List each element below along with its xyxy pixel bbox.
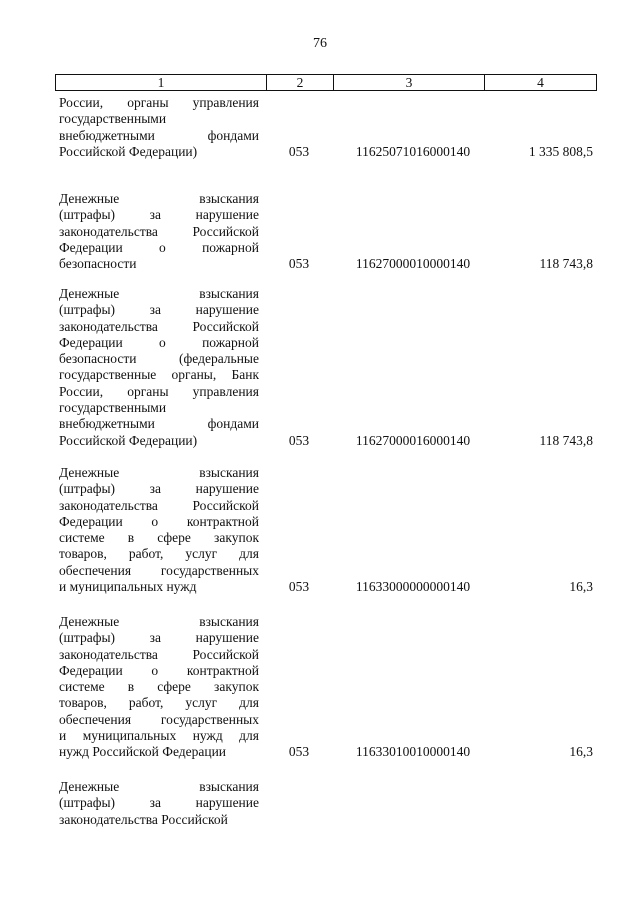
row-code: 053	[288, 744, 310, 760]
row-description	[59, 779, 259, 828]
description-line: Российской Федерации)	[59, 143, 198, 159]
description-line: Денежные взыскания	[59, 286, 259, 301]
row-description	[59, 465, 259, 595]
description-line: и муниципальных нужд для	[59, 728, 259, 744]
row-code: 053	[288, 579, 310, 595]
row-code: 053	[288, 143, 310, 159]
header-col-1: 1	[56, 75, 267, 90]
description-line: законодательства Российской	[59, 646, 259, 662]
description-line: нужд Российской Федерации	[59, 744, 227, 760]
description-line: государственные органы, Банк	[59, 367, 259, 383]
row-description	[59, 191, 259, 272]
description-line: внебюджетными фондами	[59, 416, 259, 432]
description-line: России, органы управления	[59, 95, 259, 110]
row-kbk: 11633000000000140	[355, 579, 471, 595]
description-line: Денежные взыскания	[59, 779, 259, 794]
description-line: государственными	[59, 111, 167, 127]
description-line: (штрафы) за нарушение	[59, 207, 259, 223]
description-line: России, органы управления	[59, 383, 259, 399]
row-amount: 1 335 808,5	[528, 143, 593, 159]
description-line: (штрафы) за нарушение	[59, 795, 259, 811]
row-kbk: 11627000016000140	[355, 432, 471, 448]
row-amount: 118 743,8	[539, 256, 593, 272]
row-code: 053	[288, 432, 310, 448]
description-line: безопасности (федеральные	[59, 351, 259, 367]
header-col-3: 3	[334, 75, 485, 90]
row-kbk: 11627000010000140	[355, 256, 471, 272]
row-kbk: 11625071016000140	[355, 143, 471, 159]
description-line: Федерации о контрактной	[59, 662, 259, 678]
description-line: (штрафы) за нарушение	[59, 630, 259, 646]
description-line: товаров, работ, услуг для	[59, 695, 259, 711]
description-line: Федерации о пожарной	[59, 239, 259, 255]
description-line: Денежные взыскания	[59, 614, 259, 629]
description-line: и муниципальных нужд	[59, 579, 197, 595]
header-col-4: 4	[537, 75, 544, 90]
header-col-2: 2	[267, 75, 334, 90]
row-code: 053	[288, 256, 310, 272]
row-description	[59, 286, 259, 449]
table-header	[55, 74, 597, 91]
description-line: (штрафы) за нарушение	[59, 481, 259, 497]
description-line: внебюджетными фондами	[59, 127, 259, 143]
description-line: Денежные взыскания	[59, 191, 259, 206]
description-line: законодательства Российской	[59, 811, 228, 827]
description-line: Федерации о пожарной	[59, 334, 259, 350]
description-line: товаров, работ, услуг для	[59, 546, 259, 562]
description-line: обеспечения государственных	[59, 711, 259, 727]
row-description	[59, 614, 259, 761]
description-line: законодательства Российской	[59, 223, 259, 239]
row-kbk: 11633010010000140	[355, 744, 471, 760]
row-amount: 16,3	[569, 579, 593, 595]
description-line: системе в сфере закупок	[59, 679, 259, 695]
description-line: Денежные взыскания	[59, 465, 259, 480]
description-line: безопасности	[59, 256, 137, 272]
page-number: 76	[313, 36, 327, 51]
description-line: законодательства Российской	[59, 318, 259, 334]
description-line: обеспечения государственных	[59, 562, 259, 578]
description-line: законодательства Российской	[59, 497, 259, 513]
description-line: государственными	[59, 400, 167, 416]
description-line: (штрафы) за нарушение	[59, 302, 259, 318]
row-amount: 16,3	[569, 744, 593, 760]
description-line: Федерации о контрактной	[59, 513, 259, 529]
description-line: Российской Федерации)	[59, 432, 198, 448]
row-amount: 118 743,8	[539, 432, 593, 448]
description-line: системе в сфере закупок	[59, 530, 259, 546]
row-description	[59, 95, 259, 160]
